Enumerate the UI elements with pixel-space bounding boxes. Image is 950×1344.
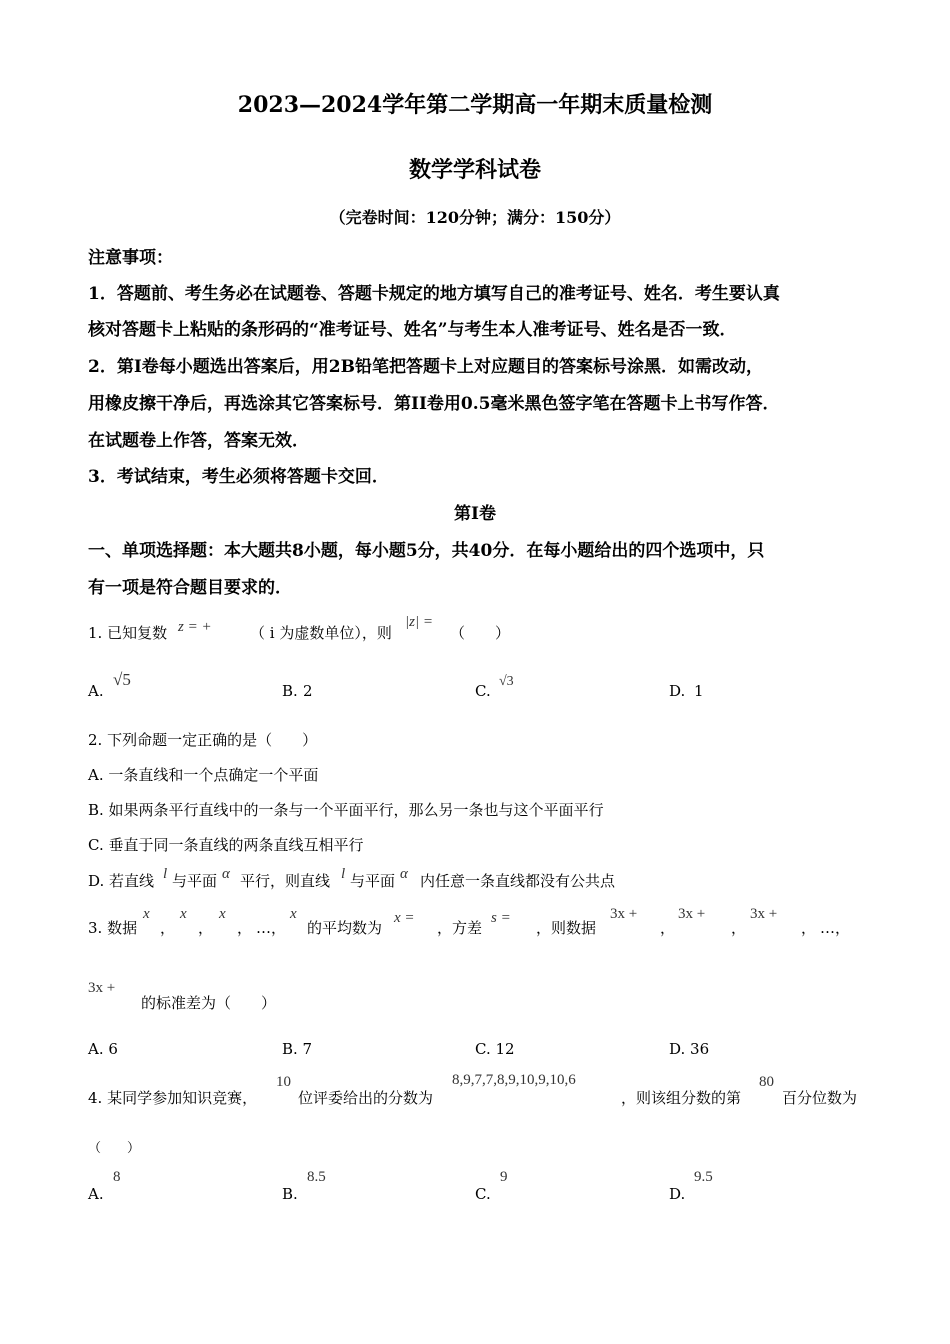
q1-z-expr: z = + [178,619,212,635]
exam-info: （完卷时间：120分钟；满分：150分） [329,208,621,227]
q1-i-note: （ i 为虚数单位），则 [250,624,392,642]
q4-option-d: 9.5 [694,1169,713,1185]
q4-option-c: 9 [500,1169,508,1185]
q4-option-a-label: A. [88,1185,104,1203]
q1-paren: （ ） [450,624,511,642]
q3-mean-text: 的平均数为 [307,919,383,937]
notes-heading: 注意事项： [88,248,173,268]
q2-var-l-2: l [341,866,346,882]
q4-option-c-label: C. [475,1185,491,1203]
section-heading-b: 有一项是符合题目要求的． [88,578,292,598]
q3-x1: x [143,906,150,922]
q4-option-a: 8 [113,1169,121,1185]
q3-comma-2: ， [198,919,214,937]
q4-then: ，则该组分数的第 [621,1089,742,1107]
q2-option-d-1: D. 若直线 [88,872,155,890]
q3-x3: x [219,906,226,922]
q3-comma-3: ， [237,919,253,937]
q4-option-d-label: D. [669,1185,686,1203]
note-3: 3．考试结束，考生必须将答题卡交回． [88,467,389,487]
q2-option-c: C. 垂直于同一条直线的两条直线互相平行 [88,836,364,854]
q4-scores: 8,9,7,7,8,9,10,9,10,6 [452,1072,576,1088]
q2-var-alpha-2: α [400,866,408,882]
q1-option-a-label: A. [88,682,104,700]
subject-title: 数学学科试卷 [408,157,541,183]
q3-option-c: C. 12 [475,1040,515,1058]
q3-option-b: B. 7 [282,1040,313,1058]
q3-mean-expr: x = [394,910,415,926]
q4-tail: 百分位数为 [782,1089,858,1107]
q2-option-d-3: 平行，则直线 [240,872,331,890]
q4-prefix: 4. 某同学参加知识竞赛， [88,1089,258,1107]
q3-tail: 的标准差为（ ） [141,994,277,1012]
q2-option-b: B. 如果两条平行直线中的一条与一个平面平行，那么另一条也与这个平面平行 [88,801,604,819]
q1-option-c-label: C. [475,682,491,700]
q1-option-d-label: D. [669,682,686,700]
q3-then-text: ，则数据 [536,919,597,937]
q4-paren: （ ） [88,1141,141,1156]
q2-option-d-2: 与平面 [172,872,218,890]
note-1a: 1．答题前、考生务必在试题卷、答题卡规定的地方填写自己的准考证号、姓名．考生要认真 [88,284,780,304]
q3-prefix: 3. 数据 [88,919,138,937]
q3-variance-expr: s = [491,910,511,926]
q3-x2: x [180,906,187,922]
q4-p80: 80 [759,1074,774,1090]
q1-abs-expr: |z| = [405,614,433,630]
q3-ellipsis-2: …， [820,919,851,937]
q1-option-b: 2 [303,682,313,700]
note-2a: 2．第I卷每小题选出答案后，用2B铅笔把答题卡上对应题目的答案标号涂黑．如需改动， [88,357,763,377]
q3-data-2: 3x + [678,906,706,922]
q2-option-a: A. 一条直线和一个点确定一个平面 [88,766,319,784]
q3-data-3: 3x + [750,906,778,922]
q1-option-a: √5 [113,670,131,689]
q1-prefix: 1. 已知复数 [88,624,168,642]
q1-option-b-label: B. [282,682,298,700]
q4-option-b: 8.5 [307,1169,326,1185]
q3-xn: x [290,906,297,922]
q3-data-1: 3x + [610,906,638,922]
q2-var-alpha-1: α [222,866,230,882]
section-heading-a: 一、单项选择题：本大题共8小题，每小题5分，共40分．在每小题给出的四个选项中，只 [88,541,765,561]
q1-option-d: 1 [694,682,704,700]
q3-comma-5: ， [731,919,747,937]
q4-option-b-label: B. [282,1185,298,1203]
q3-comma-1: ， [160,919,176,937]
q4-n10: 10 [276,1074,291,1090]
q4-mid: 位评委给出的分数为 [298,1089,434,1107]
q2-option-d-5: 内任意一条直线都没有公共点 [420,872,616,890]
q3-ellipsis: …， [256,919,287,937]
q2-stem: 2. 下列命题一定正确的是（ ） [88,731,318,749]
q3-comma-4: ， [660,919,676,937]
q2-var-l-1: l [163,866,168,882]
q2-option-d-4: 与平面 [350,872,396,890]
note-1b: 核对答题卡上粘贴的条形码的“准考证号、姓名”与考生本人准考证号、姓名是否一致． [88,320,737,340]
q3-data-n: 3x + [88,980,116,996]
q1-option-c: √3 [499,674,514,689]
q3-variance-text: ，方差 [437,919,483,937]
q3-option-d: D. 36 [669,1040,710,1058]
note-2c: 在试题卷上作答，答案无效． [88,431,309,451]
exam-title: 2023—2024学年第二学期高一年期末质量检测 [237,92,713,118]
q3-comma-6: ， [801,919,817,937]
note-2b: 用橡皮擦干净后，再选涂其它答案标号．第II卷用0.5毫米黑色签字笔在答题卡上书写作答． [88,394,780,414]
part-label: 第I卷 [454,504,496,524]
q3-option-a: A. 6 [88,1040,118,1058]
